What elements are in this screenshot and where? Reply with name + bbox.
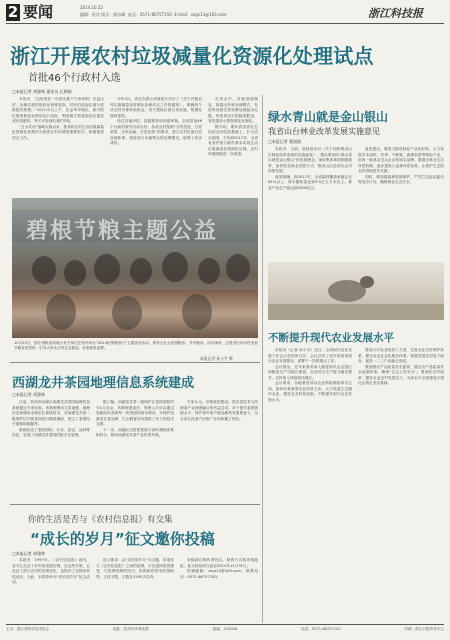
- green-col-2: 意见提出，要着力推进林业产业化经营，大力发展木本油料、竹笋、干鲜果、森林旅游等特色产业，培育一批林业龙头企业和知名品牌。要健全林业生态补偿机制，逐步提高公益林补偿标准，让保护生态的农民得到更多实惠。 同时，要加强森林资源保护，严厉打击乱砍滥伐等违法行为，确保林业生态安全。: [358, 147, 444, 184]
- photo-credit: 本报记者 孙小平 摄: [200, 356, 233, 361]
- lead-byline: □本报记者 胡建林 通讯员 孔柄刚: [12, 89, 72, 94]
- green-col-1: 本报讯 日前，省政府出台《关于加快推进山区林业改革发展的实施意见》，提出要坚持“绿水青山就是金山银山”的发展理念，深化集体林权制度改革，加快转变林业发展方式，推动山区经济社会可持续发展。 意见明确，到2017年，全省森林覆盖率稳定在61%以上，林木蓄积量达到3.5亿立方米以上，林业产业总产值达到5000亿元。: [268, 147, 352, 190]
- tea-col-3: 专家认为，该系统的建成，是信息技术与传统茶产业深度融合的有益尝试，对于提升茶园管理水平、保护茶叶原产地品牌具有重要意义，为全省名优茶产区推广应用积累了经验。: [180, 400, 258, 421]
- footer-item: 印刷：浙江日报印务中心: [404, 627, 444, 631]
- tea-col-1: 日前，杭州市西湖区西湖龙井茶园地理信息系统通过专家验收。该系统利用卫星遥感、地理信息系统和全球定位系统技术，对西湖龙井茶一级保护区内的茶园进行精准测绘，建立了茶园电子地图和数据库。 系统收录了茶园面积、分布、茶农、品种等信息，实现了西湖龙井茶园的数字化管理。: [12, 400, 90, 437]
- editor-line: 编辑：杜洋 版式：俞岩峰 电话：0571-86757150 E-mail：zxgs13@163.com: [80, 12, 227, 17]
- promo-col-2: 征文要求：以“成长的岁月”为主题，讲述你与《农村信息报》之间的故事，可以是读报的感受、与报纸结缘的经历、报纸给你带来的帮助等。文体不限，字数在1500字以内。: [96, 558, 174, 579]
- photo-banner-text: 碧根节粮主题公益: [26, 218, 219, 244]
- issue-date: 2014.10.22: [80, 5, 103, 10]
- promo-byline: □本报记者 胡建林: [12, 551, 46, 556]
- section-title: 要闻: [23, 3, 54, 21]
- paper-name: 浙江科技报: [368, 7, 423, 20]
- promo-kicker: 你的生活是否与《农村信息报》有交集: [28, 515, 173, 525]
- footer-item: 邮编：310006: [212, 627, 238, 631]
- lead-photo: [12, 198, 258, 338]
- tea-col-2: 据了解，西湖龙井茶一级保护区茶园面积约为1万余亩，该系统建成后，管理人员可以通过电脑实时查看每一块茶园的基本情况，为保护西湖龙井茶品牌、打击假冒伪劣提供了有力的技术支撑。 下一步，西湖区还将把系统与茶叶溯源体系相结合，推动西湖龙井茶产业转型升级。: [96, 400, 174, 437]
- lead-subhead: 首批46个行政村入选: [28, 73, 121, 84]
- bird-col-2: 要加大对农业的投入力度，完善农业支持保护体系，健全农业社会化服务体系，积极发展农村电子商务，促进一二三产业融合发展。 要加强农产品质量安全监管，健全农产品质量安全追溯体系，确保“舌尖上的安全”。要深化农村改革，激发农业农村发展活力，为高水平全面建成小康社会奠定坚实基础。: [358, 348, 444, 385]
- footer-item: 电话：0571-86757150: [301, 627, 341, 631]
- tea-headline: 西湖龙井茶园地理信息系统建成: [12, 376, 195, 391]
- promo-headline: “成长的岁月”征文邀你投稿: [30, 530, 215, 548]
- green-subhead: 我省山台林业改革发展实施意见: [268, 127, 380, 136]
- bird-photo: [268, 262, 444, 320]
- lead-col-2: 今年3月，省农办联合省财政厅出台了《关于开展农村垃圾减量化资源化处理试点工作的通知》，明确每个试点村安排补助资金，用于建设垃圾分类设施、购置处理设备等。 经过各地申报、县级推荐和省级审核，全省首批46个行政村被列为试点村。各试点村按照“分类投放、分类收集、分类运输、分类处理”的要求，建立农村垃圾分类处理体系，探索适合本地特点的处理模式，取得了初步成效。: [110, 97, 202, 145]
- footer-item: 主办：浙江省科学技术协会: [6, 627, 50, 631]
- green-headline: 绿水青山就是金山银山: [268, 110, 389, 124]
- lead-headline: 浙江开展农村垃圾减量化资源化处理试点: [10, 44, 374, 68]
- bird-headline: 不断提升现代农业发展水平: [268, 332, 394, 344]
- photo-caption: 10月13日，浙江省粮食局联合有关单位在杭州举办“2014世界粮食日”主题宣传活动，倡导全社会爱惜粮食、节约粮食。活动现场，志愿者们向市民发放节粮宣传资料，引导大家从日常生活做起，杜绝餐桌浪费。: [14, 341, 258, 351]
- bird-col-1: 本报讯（记者 孙小平）近日，全省现代农业发展工作会议在杭州召开。会议总结了近年来我省现代农业发展情况，部署下一阶段重点工作。 会议指出，近年来我省深入推进现代农业园区和粮食生产功能区建设，农业综合生产能力稳步提升，农民收入持续较快增长。 会议要求，各地要坚持以农业供给侧改革为主线，加快培育新型农业经营主体，大力发展生态循环农业，推进农业科技创新，不断提升现代农业发展水平。: [268, 348, 352, 402]
- promo-col-3: 来稿请注明作者姓名、联系方式和详细地址。征文时间即日起至2014年12月31日。 投稿邮箱：zxgs13@163.com，联系电话：0571-86757150。: [180, 558, 258, 579]
- tea-byline: □本报记者 胡建林: [12, 392, 46, 397]
- footer-item: 地址：杭州市环城北路: [112, 627, 149, 631]
- lead-col-1: 本报讯 “这里现在一年到头都干干净净的！在昆山村，处理垃圾的规范化程度较高，村民们说起垃圾分类都很有热情。”10月15日上午，在金华市城区，新兴的垃圾资源化处理站运行良好，利用微生物将厨余垃圾变成有机肥料，每天可处理垃圾约2吨。 “五水共治”战略实施以来，我省将农村生活垃圾减量化资源化处理作为改善农村环境的重要抓手，积极推进试点工作。: [12, 97, 104, 140]
- promo-col-1: 本报讯 1997年，《农村信息报》创刊，至今已走过十多年的发展历程。在这些年里，它见证了浙江农村的发展变化，也陪伴了无数读者的成长。为此，本报特举办“成长的岁月”征文活动。: [12, 558, 90, 584]
- page-number: 2: [7, 3, 19, 21]
- green-byline: □本报记者 董丽丽: [268, 139, 302, 144]
- lead-col-3: 在试点中，各地因地制宜，探索出多种处理模式，有的采用微生物发酵处理厨余垃圾，有的采用太阳能堆肥房，有的建设小型资源化处理站。 据介绍，明年我省将在总结试点经验的基础上，扩大试点范围，力争到2017年，全省有条件的行政村基本实现生活垃圾减量化资源化处理，农村环境面貌进一步改善。: [208, 97, 258, 156]
- footer-bar: [6, 627, 444, 637]
